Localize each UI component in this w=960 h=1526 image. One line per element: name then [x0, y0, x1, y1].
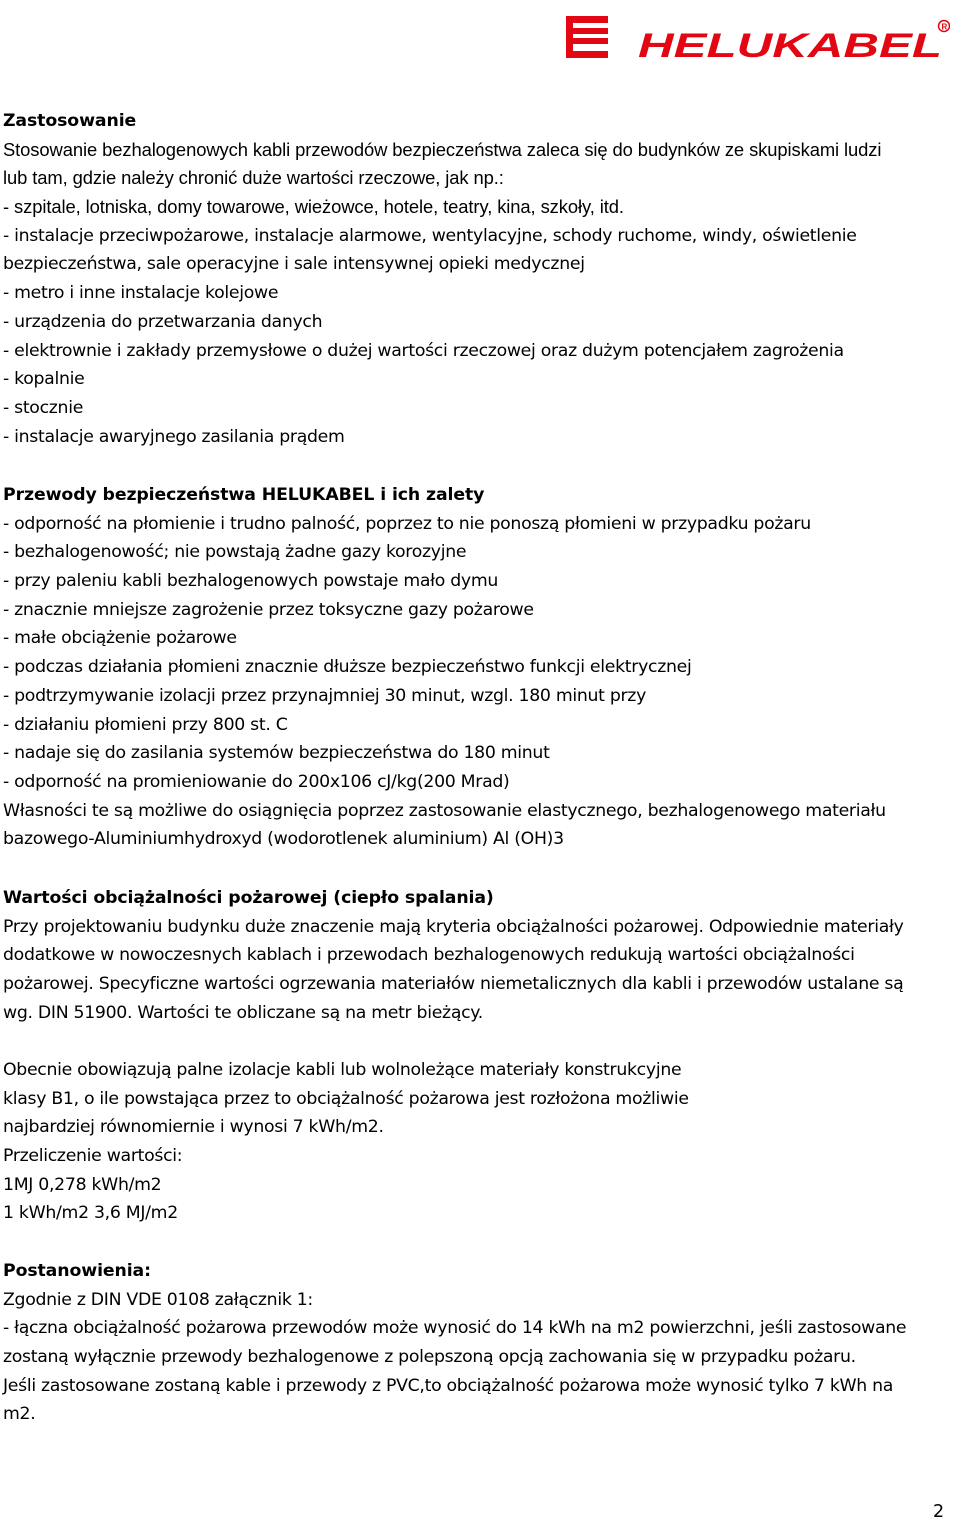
- list-item: - podczas działania płomieni znacznie dłuższe bezpieczeństwo funkcji elektrycznej: [3, 657, 692, 678]
- list-item: - podtrzymywanie izolacji przez przynajmniej 30 minut, wzgl. 180 minut przy: [3, 685, 646, 706]
- paragraph-line: lub tam, gdzie należy chronić duże wartości rzeczowe, jak np.:: [3, 167, 504, 189]
- section-obecnie: [3, 1056, 958, 1228]
- helukabel-logo: [566, 16, 950, 64]
- list-item: - bezhalogenowość; nie powstają żadne gazy korozyjne: [3, 542, 467, 563]
- paragraph-line: Przy projektowaniu budynku duże znaczenie mają kryteria obciążalności pożarowej. Odpowiednie materiały: [3, 916, 904, 937]
- paragraph-line: Jeśli zastosowane zostaną kable i przewody z PVC,to obciążalność pożarowa może wynosić tylko 7 kWh na: [3, 1375, 894, 1396]
- list-item: - odporność na promieniowanie do 200x106 cJ/kg(200 Mrad): [3, 771, 510, 792]
- list-item: - instalacje przeciwpożarowe, instalacje alarmowe, wentylacyjne, schody ruchome, windy, oświetlenie: [3, 225, 857, 246]
- paragraph-line: klasy B1, o ile powstająca przez to obciążalność pożarowa jest rozłożona możliwie: [3, 1088, 689, 1109]
- list-item: - małe obciążenie pożarowe: [3, 628, 237, 649]
- page-number: 2: [933, 1502, 945, 1522]
- section-obciazalnosc: [3, 884, 958, 1027]
- heading-zastosowanie: Zastosowanie: [3, 111, 137, 131]
- paragraph-line: Zgodnie z DIN VDE 0108 załącznik 1:: [3, 1289, 313, 1310]
- heading-zalety: Przewody bezpieczeństwa HELUKABEL i ich zalety: [3, 485, 485, 505]
- svg-text:HELUKABEL: HELUKABEL: [638, 27, 942, 64]
- list-item-continuation: bezpieczeństwa, sale operacyjne i sale intensywnej opieki medycznej: [3, 254, 585, 275]
- paragraph-line: Przeliczenie wartości:: [3, 1146, 183, 1167]
- heading-postanowienia: Postanowienia:: [3, 1261, 151, 1281]
- list-item: - urządzenia do przetwarzania danych: [3, 311, 323, 332]
- section-postanowienia: [3, 1257, 958, 1429]
- list-item: - odporność na płomienie i trudno palność, poprzez to nie ponoszą płomieni w przypadku pożaru: [3, 513, 811, 534]
- list-item: - instalacje awaryjnego zasilania prądem: [3, 426, 345, 447]
- paragraph-line: dodatkowe w nowoczesnych kablach i przewodach bezhalogenowych redukują wartości obciążalności: [3, 945, 855, 966]
- heading-obciazalnosc: Wartości obciążalności pożarowej (ciepło spalania): [3, 888, 494, 908]
- list-item: - nadaje się do zasilania systemów bezpieczeństwa do 180 minut: [3, 743, 550, 764]
- paragraph-line: wg. DIN 51900. Wartości te obliczane są na metr bieżący.: [3, 1002, 483, 1023]
- paragraph-line: Własności te są możliwe do osiągnięcia poprzez zastosowanie elastycznego, bezhalogenowego materiału: [3, 800, 886, 821]
- list-item: - metro i inne instalacje kolejowe: [3, 283, 279, 304]
- conversion-line: 1 kWh/m2 3,6 MJ/m2: [3, 1203, 178, 1224]
- section-zastosowanie: [3, 107, 958, 451]
- paragraph-line: zostaną wyłącznie przewody bezhalogenowe z polepszoną opcją zachowania się w przypadku pożaru.: [3, 1347, 856, 1368]
- section-zalety: [3, 481, 958, 854]
- helukabel-logo-graphic: [566, 16, 950, 64]
- paragraph-line: pożarowej. Specyficzne wartości ogrzewania materiałów niemetalicznych dla kabli i przewodów ustalane są: [3, 974, 904, 995]
- paragraph-line: najbardziej równomiernie i wynosi 7 kWh/m2.: [3, 1117, 384, 1138]
- list-item: - kopalnie: [3, 369, 85, 390]
- list-item: - znacznie mniejsze zagrożenie przez toksyczne gazy pożarowe: [3, 599, 534, 620]
- list-item: - elektrownie i zakłady przemysłowe o dużej wartości rzeczowej oraz dużym potencjałem zagrożenia: [3, 340, 844, 361]
- paragraph-line: Stosowanie bezhalogenowych kabli przewodów bezpieczeństwa zaleca się do budynków ze skupiskami ludzi: [3, 138, 882, 160]
- paragraph-line: bazowego-Aluminiumhydroxyd (wodorotlenek aluminium) Al (OH)3: [3, 829, 564, 850]
- list-item: - stocznie: [3, 397, 84, 418]
- paragraph-line: m2.: [3, 1404, 36, 1425]
- conversion-line: 1MJ 0,278 kWh/m2: [3, 1174, 162, 1195]
- list-item: - działaniu płomieni przy 800 st. C: [3, 714, 288, 735]
- list-item: - przy paleniu kabli bezhalogenowych powstaje mało dymu: [3, 571, 499, 592]
- paragraph-line: - łączna obciążalność pożarowa przewodów może wynosić do 14 kWh na m2 powierzchni, jeśli zastosowane: [3, 1318, 907, 1339]
- paragraph-line: Obecnie obowiązują palne izolacje kabli lub wolnoleżące materiały konstrukcyjne: [3, 1060, 682, 1080]
- list-item: - szpitale, lotniska, domy towarowe, wieżowce, hotele, teatry, kina, szkoły, itd.: [3, 196, 624, 218]
- svg-text:R: R: [941, 22, 948, 32]
